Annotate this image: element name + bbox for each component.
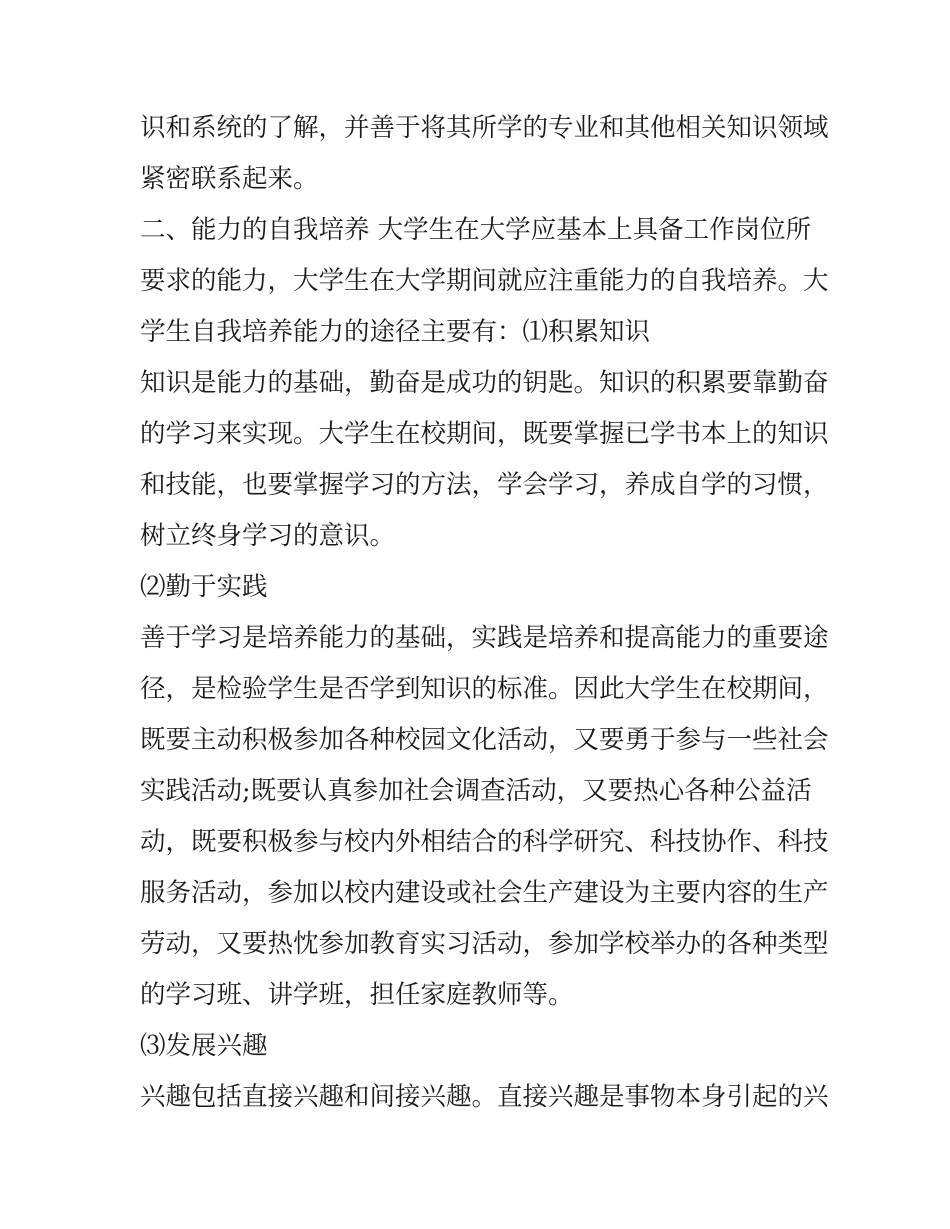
document-body (140, 103, 829, 1123)
section-heading-line: 二、能力的自我培养 大学生在大学应基本上具备工作岗位所 (140, 215, 812, 245)
text-line: 知识是能力的基础，勤奋是成功的钥匙。知识的积累要靠勤奋 (140, 368, 829, 398)
text-line: 劳动，又要热忱参加教育实习活动，参加学校举办的各种类型 (140, 929, 829, 959)
text-line: 的学习来实现。大学生在校期间，既要掌握已学书本上的知识 (140, 419, 829, 449)
text-line: 学生自我培养能力的途径主要有：⑴积累知识 (140, 317, 651, 347)
text-line: 的学习班、讲学班，担任家庭教师等。 (140, 980, 574, 1010)
text-line: 兴趣包括直接兴趣和间接兴趣。直接兴趣是事物本身引起的兴 (140, 1082, 829, 1112)
text-line: 要求的能力，大学生在大学期间就应注重能力的自我培养。大 (140, 266, 829, 296)
text-line: 和技能，也要掌握学习的方法，学会学习，养成自学的习惯， (140, 470, 829, 500)
subheading-line: ⑶发展兴趣 (140, 1031, 268, 1061)
text-line: 服务活动，参加以校内建设或社会生产建设为主要内容的生产 (140, 878, 829, 908)
text-line: 动，既要积极参与校内外相结合的科学研究、科技协作、科技 (140, 827, 829, 857)
text-line: 树立终身学习的意识。 (140, 521, 396, 551)
text-line: 紧密联系起来。 (140, 164, 319, 194)
subheading-line: ⑵勤于实践 (140, 572, 268, 602)
text-line: 识和系统的了解，并善于将其所学的专业和其他相关知识领域 (140, 113, 829, 143)
text-line: 实践活动;既要认真参加社会调查活动，又要热心各种公益活 (140, 776, 812, 806)
text-line: 径，是检验学生是否学到知识的标准。因此大学生在校期间， (140, 674, 829, 704)
text-line: 既要主动积极参加各种校园文化活动，又要勇于参与一些社会 (140, 725, 829, 755)
text-line: 善于学习是培养能力的基础，实践是培养和提高能力的重要途 (140, 623, 829, 653)
